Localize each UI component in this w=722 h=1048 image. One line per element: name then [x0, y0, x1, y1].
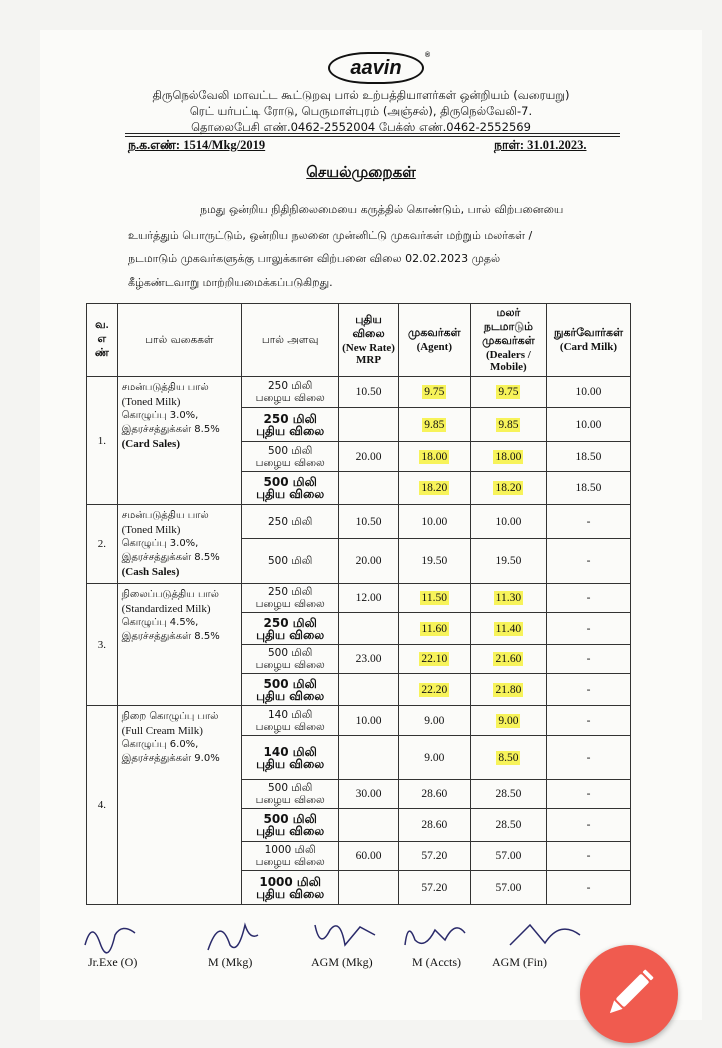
- cell-card-value: -: [586, 622, 591, 635]
- cell-dealer-value: 18.00: [495, 450, 522, 463]
- price-label: புதிய விலை: [256, 756, 325, 771]
- cell-quantity: [242, 871, 339, 905]
- price-label: பழைய விலை: [255, 794, 325, 806]
- cell-card-value: -: [586, 515, 591, 528]
- cell-dealer-value: 10.00: [495, 515, 522, 528]
- paragraph-line-3: நடமாடும் முகவர்களுக்கு பாலுக்கான விற்பனை விலை 02.02.2023 முதல்: [128, 252, 501, 265]
- quantity-size: 250 மிலி: [263, 411, 317, 426]
- cell-card-value: -: [586, 751, 591, 764]
- price-label: பழைய விலை: [255, 659, 325, 671]
- cell-quantity: [242, 809, 339, 842]
- paragraph-line-2: உயர்த்தும் பொருட்டும், ஒன்றிய நலனை முன்னிட்டு முகவர்கள் மற்றும் மலர்கள் /: [128, 229, 533, 242]
- product-line: (Standardized Milk): [121, 603, 211, 615]
- edit-fab-button[interactable]: [580, 945, 678, 1043]
- reference-number: ந.க.எண்: 1514/Mkg/2019: [128, 138, 266, 152]
- quantity-size: 250 மிலி: [267, 586, 313, 598]
- cell-dealer: [470, 613, 546, 645]
- price-label: பழைய விலை: [255, 856, 325, 868]
- product-line: கொழுப்பு 6.0%,: [121, 739, 199, 750]
- price-label: பழைய விலை: [255, 392, 325, 404]
- cell-agent-value: 9.75: [424, 386, 445, 398]
- product-line: (Toned Milk): [121, 396, 181, 408]
- cell-card: [546, 408, 630, 442]
- product-line: கொழுப்பு 3.0%,: [121, 538, 199, 549]
- header-dealers: மலர் நடமாடும் முகவர்கள் (Dealers / Mobile): [470, 304, 546, 377]
- cell-dealer-value: 9.85: [498, 418, 519, 431]
- cell-dealer: [470, 674, 546, 706]
- table-row: [87, 706, 631, 736]
- price-label: பழைய விலை: [255, 720, 325, 733]
- price-label: பழைய விலை: [255, 456, 325, 469]
- cell-dealer-value: 57.00: [495, 850, 522, 862]
- cell-mrp: [339, 645, 398, 674]
- quantity-size: 500 மிலி: [263, 812, 317, 826]
- cell-mrp-value: 10.00: [355, 714, 382, 727]
- price-label: புதிய விலை: [256, 886, 325, 901]
- price-label: புதிய விலை: [256, 627, 325, 642]
- cell-agent-value: 11.50: [421, 592, 447, 604]
- cell-agent-value: 9.85: [424, 418, 445, 431]
- cell-agent-value: 18.20: [421, 482, 448, 494]
- cell-agent-value: 22.10: [421, 653, 448, 665]
- cell-agent: [398, 809, 470, 842]
- cell-quantity: [242, 539, 339, 584]
- pencil-icon: [580, 945, 678, 1043]
- product-line: இதரச்சத்துக்கள் 8.5%: [121, 552, 220, 563]
- cell-agent: [398, 377, 470, 408]
- cell-card-value: -: [586, 881, 591, 894]
- product-line: (Toned Milk): [121, 524, 181, 536]
- product-line: (Full Cream Milk): [121, 725, 203, 737]
- product-line: கொழுப்பு 3.0%,: [121, 410, 199, 421]
- cell-agent: [398, 408, 470, 442]
- signatory-agm-fin: AGM (Fin): [492, 955, 548, 969]
- quantity-size: 500 மிலி: [267, 555, 313, 568]
- signature-agm-mkg: [310, 915, 380, 955]
- header-sno: வ. எ ண்: [87, 304, 118, 377]
- cell-mrp: [339, 613, 398, 645]
- cell-card-value: 18.50: [575, 450, 602, 463]
- header-quantity: பால் அளவு: [242, 304, 339, 377]
- price-table: [86, 303, 631, 905]
- cell-card-value: -: [586, 653, 591, 665]
- paragraph-line-4: கீழ்கண்டவாறு மாற்றியமைக்கப்படுகிறது.: [128, 276, 333, 289]
- cell-dealer-value: 19.50: [495, 555, 522, 568]
- cell-agent: [398, 539, 470, 584]
- cell-mrp-value: 12.00: [355, 592, 382, 604]
- product-line: சமன்படுத்திய பால்: [121, 382, 209, 393]
- quantity-size: 500 மிலி: [263, 475, 317, 489]
- cell-mrp: [339, 377, 398, 408]
- cell-card-value: -: [586, 683, 591, 696]
- quantity-size: 1000 மிலி: [264, 844, 316, 856]
- cell-dealer-value: 11.40: [495, 622, 522, 635]
- cell-mrp: [339, 809, 398, 842]
- cell-agent-value: 9.00: [424, 714, 445, 727]
- table-row: [87, 584, 631, 613]
- cell-dealer: [470, 442, 546, 472]
- table-row: [87, 377, 631, 408]
- cell-card: [546, 472, 630, 505]
- signature-m-accts: [400, 915, 470, 955]
- quantity-size: 140 மிலி: [263, 744, 317, 759]
- table-header-row: [87, 304, 631, 377]
- cell-dealer: [470, 645, 546, 674]
- cell-card: [546, 674, 630, 706]
- cell-sno: 1.: [87, 377, 118, 505]
- cell-mrp-value: 10.50: [355, 515, 382, 528]
- cell-card: [546, 871, 630, 905]
- org-address: ரெட் யர்பட்டி ரோடு, பெருமாள்புரம் (அஞ்சல்), திருநெல்வேலி-7.: [189, 104, 533, 118]
- cell-agent: [398, 842, 470, 871]
- cell-mrp-value: 20.00: [355, 450, 382, 463]
- cell-mrp: [339, 505, 398, 539]
- signature-jr-exe: [80, 915, 140, 955]
- quantity-size: 500 மிலி: [267, 647, 313, 659]
- price-label: புதிய விலை: [256, 423, 325, 438]
- cell-dealer: [470, 842, 546, 871]
- cell-agent: [398, 736, 470, 780]
- quantity-size: 500 மிலி: [267, 444, 313, 457]
- cell-agent: [398, 442, 470, 472]
- cell-agent-value: 22.20: [421, 683, 448, 696]
- cell-mrp: [339, 472, 398, 505]
- cell-agent-value: 19.50: [421, 555, 448, 568]
- product-line: இதரச்சத்துக்கள் 8.5%: [121, 424, 220, 435]
- cell-card-value: -: [586, 819, 591, 831]
- cell-dealer-value: 8.50: [498, 751, 519, 764]
- cell-dealer: [470, 706, 546, 736]
- cell-dealer: [470, 809, 546, 842]
- cell-dealer: [470, 871, 546, 905]
- cell-agent-value: 18.00: [421, 450, 448, 463]
- signatory-m-accts: M (Accts): [412, 955, 461, 969]
- product-line: (Cash Sales): [121, 566, 180, 578]
- cell-mrp: [339, 584, 398, 613]
- cell-card: [546, 780, 630, 809]
- cell-card-value: -: [586, 788, 591, 800]
- cell-agent: [398, 706, 470, 736]
- cell-card: [546, 539, 630, 584]
- cell-dealer-value: 57.00: [495, 881, 522, 894]
- cell-mrp: [339, 780, 398, 809]
- cell-dealer: [470, 505, 546, 539]
- cell-mrp-value: 23.00: [355, 653, 382, 665]
- cell-agent: [398, 613, 470, 645]
- cell-card: [546, 706, 630, 736]
- header-mrp: புதிய விலை (New Rate) MRP: [339, 304, 398, 377]
- cell-product: [117, 584, 241, 706]
- cell-mrp: [339, 736, 398, 780]
- cell-product: [117, 505, 241, 584]
- quantity-size: 140 மிலி: [267, 708, 313, 721]
- cell-mrp: [339, 408, 398, 442]
- aavin-logo: aavin ®: [328, 52, 424, 84]
- cell-quantity: [242, 505, 339, 539]
- cell-dealer-value: 9.75: [498, 386, 519, 398]
- cell-agent-value: 28.60: [421, 788, 448, 800]
- cell-agent-value: 57.20: [421, 881, 448, 894]
- cell-agent-value: 10.00: [421, 515, 448, 528]
- header-rule: [125, 133, 620, 134]
- signatory-m-mkg: M (Mkg): [208, 955, 253, 969]
- cell-sno: 4.: [87, 706, 118, 905]
- cell-card-value: -: [586, 850, 591, 862]
- cell-quantity: [242, 472, 339, 505]
- cell-agent: [398, 674, 470, 706]
- cell-card-value: -: [586, 714, 591, 727]
- cell-mrp: [339, 539, 398, 584]
- page-title: செயல்முறைகள்: [306, 163, 416, 181]
- cell-card: [546, 584, 630, 613]
- signature-m-mkg: [200, 915, 260, 960]
- cell-dealer: [470, 472, 546, 505]
- cell-dealer: [470, 780, 546, 809]
- product-line: கொழுப்பு 4.5%,: [121, 617, 199, 628]
- cell-card: [546, 377, 630, 408]
- cell-agent: [398, 584, 470, 613]
- cell-dealer: [470, 539, 546, 584]
- cell-quantity: [242, 674, 339, 706]
- cell-quantity: [242, 584, 339, 613]
- cell-mrp-value: 30.00: [355, 788, 382, 800]
- header-card-milk: நுகர்வோர்கள் (Card Milk): [546, 304, 630, 377]
- signatory-jr-exe: Jr.Exe (O): [88, 955, 138, 969]
- document-date: நாள்: 31.01.2023.: [494, 138, 587, 152]
- quantity-size: 250 மிலி: [267, 515, 313, 528]
- header-rule-2: [125, 136, 620, 137]
- cell-card: [546, 842, 630, 871]
- cell-mrp-value: 20.00: [355, 555, 382, 568]
- cell-dealer-value: 11.30: [495, 592, 522, 604]
- cell-agent: [398, 871, 470, 905]
- cell-mrp: [339, 674, 398, 706]
- cell-card: [546, 736, 630, 780]
- quantity-size: 1000 மிலி: [259, 874, 321, 889]
- quantity-size: 500 மிலி: [267, 782, 313, 794]
- cell-agent: [398, 780, 470, 809]
- cell-dealer: [470, 408, 546, 442]
- quantity-size: 500 மிலி: [263, 676, 317, 691]
- cell-card: [546, 809, 630, 842]
- product-line: நிலைப்படுத்திய பால்: [121, 589, 219, 600]
- cell-agent-value: 11.60: [421, 622, 447, 635]
- cell-card: [546, 442, 630, 472]
- cell-card-value: 10.00: [575, 418, 602, 431]
- cell-card: [546, 645, 630, 674]
- price-label: புதிய விலை: [256, 824, 325, 838]
- cell-agent-value: 9.00: [424, 751, 445, 764]
- cell-agent: [398, 505, 470, 539]
- price-label: பழைய விலை: [255, 598, 325, 610]
- cell-quantity: [242, 736, 339, 780]
- cell-dealer-value: 21.80: [495, 683, 522, 696]
- signature-agm-fin: [505, 915, 585, 955]
- cell-quantity: [242, 706, 339, 736]
- product-line: இதரச்சத்துக்கள் 8.5%: [121, 631, 220, 642]
- cell-card-value: 10.00: [575, 386, 602, 398]
- cell-dealer: [470, 377, 546, 408]
- quantity-size: 250 மிலி: [263, 615, 317, 630]
- cell-agent-value: 57.20: [421, 850, 448, 862]
- cell-sno: 3.: [87, 584, 118, 706]
- cell-card-value: 18.50: [575, 482, 602, 494]
- cell-quantity: [242, 645, 339, 674]
- cell-mrp-value: 60.00: [355, 850, 382, 862]
- cell-product: [117, 706, 241, 905]
- cell-mrp: [339, 842, 398, 871]
- cell-card-value: -: [586, 592, 591, 604]
- cell-dealer-value: 9.00: [498, 714, 519, 727]
- cell-agent: [398, 472, 470, 505]
- table-row: [87, 505, 631, 539]
- cell-mrp-value: 10.50: [355, 386, 382, 398]
- cell-sno: 2.: [87, 505, 118, 584]
- org-contact: தொலைபேசி எண்.0462-2552004 பேக்ஸ் எண்.0462-2552569: [191, 120, 531, 134]
- cell-quantity: [242, 842, 339, 871]
- cell-card-value: -: [586, 555, 591, 568]
- cell-product: [117, 377, 241, 505]
- cell-quantity: [242, 408, 339, 442]
- paragraph-line-1: நமது ஒன்றிய நிதிநிலைமையை கருத்தில் கொண்டும், பால் விற்பனையை: [200, 203, 564, 216]
- org-name: திருநெல்வேலி மாவட்ட கூட்டுறவு பால் உற்பத்தியாளர்கள் ஒன்றியம் (வரையறு): [152, 88, 570, 102]
- cell-card: [546, 613, 630, 645]
- price-label: புதிய விலை: [256, 487, 325, 501]
- product-line: (Card Sales): [121, 438, 180, 450]
- cell-quantity: [242, 377, 339, 408]
- header-milk-type: பால் வகைகள்: [117, 304, 241, 377]
- cell-mrp: [339, 871, 398, 905]
- cell-dealer-value: 28.50: [495, 819, 522, 831]
- cell-dealer-value: 28.50: [495, 788, 522, 800]
- product-line: நிறை கொழுப்பு பால்: [121, 711, 219, 722]
- cell-card: [546, 505, 630, 539]
- header-agent: முகவர்கள் (Agent): [398, 304, 470, 377]
- signatory-agm-mkg: AGM (Mkg): [311, 955, 373, 969]
- cell-mrp: [339, 442, 398, 472]
- cell-quantity: [242, 442, 339, 472]
- cell-mrp: [339, 706, 398, 736]
- price-label: புதிய விலை: [256, 688, 325, 703]
- cell-dealer: [470, 584, 546, 613]
- cell-agent-value: 28.60: [421, 819, 448, 831]
- cell-agent: [398, 645, 470, 674]
- cell-dealer: [470, 736, 546, 780]
- quantity-size: 250 மிலி: [267, 380, 313, 392]
- cell-dealer-value: 21.60: [495, 653, 522, 665]
- product-line: சமன்படுத்திய பால்: [121, 510, 209, 521]
- cell-quantity: [242, 613, 339, 645]
- cell-dealer-value: 18.20: [495, 482, 522, 494]
- product-line: இதரச்சத்துக்கள் 9.0%: [121, 753, 220, 764]
- cell-quantity: [242, 780, 339, 809]
